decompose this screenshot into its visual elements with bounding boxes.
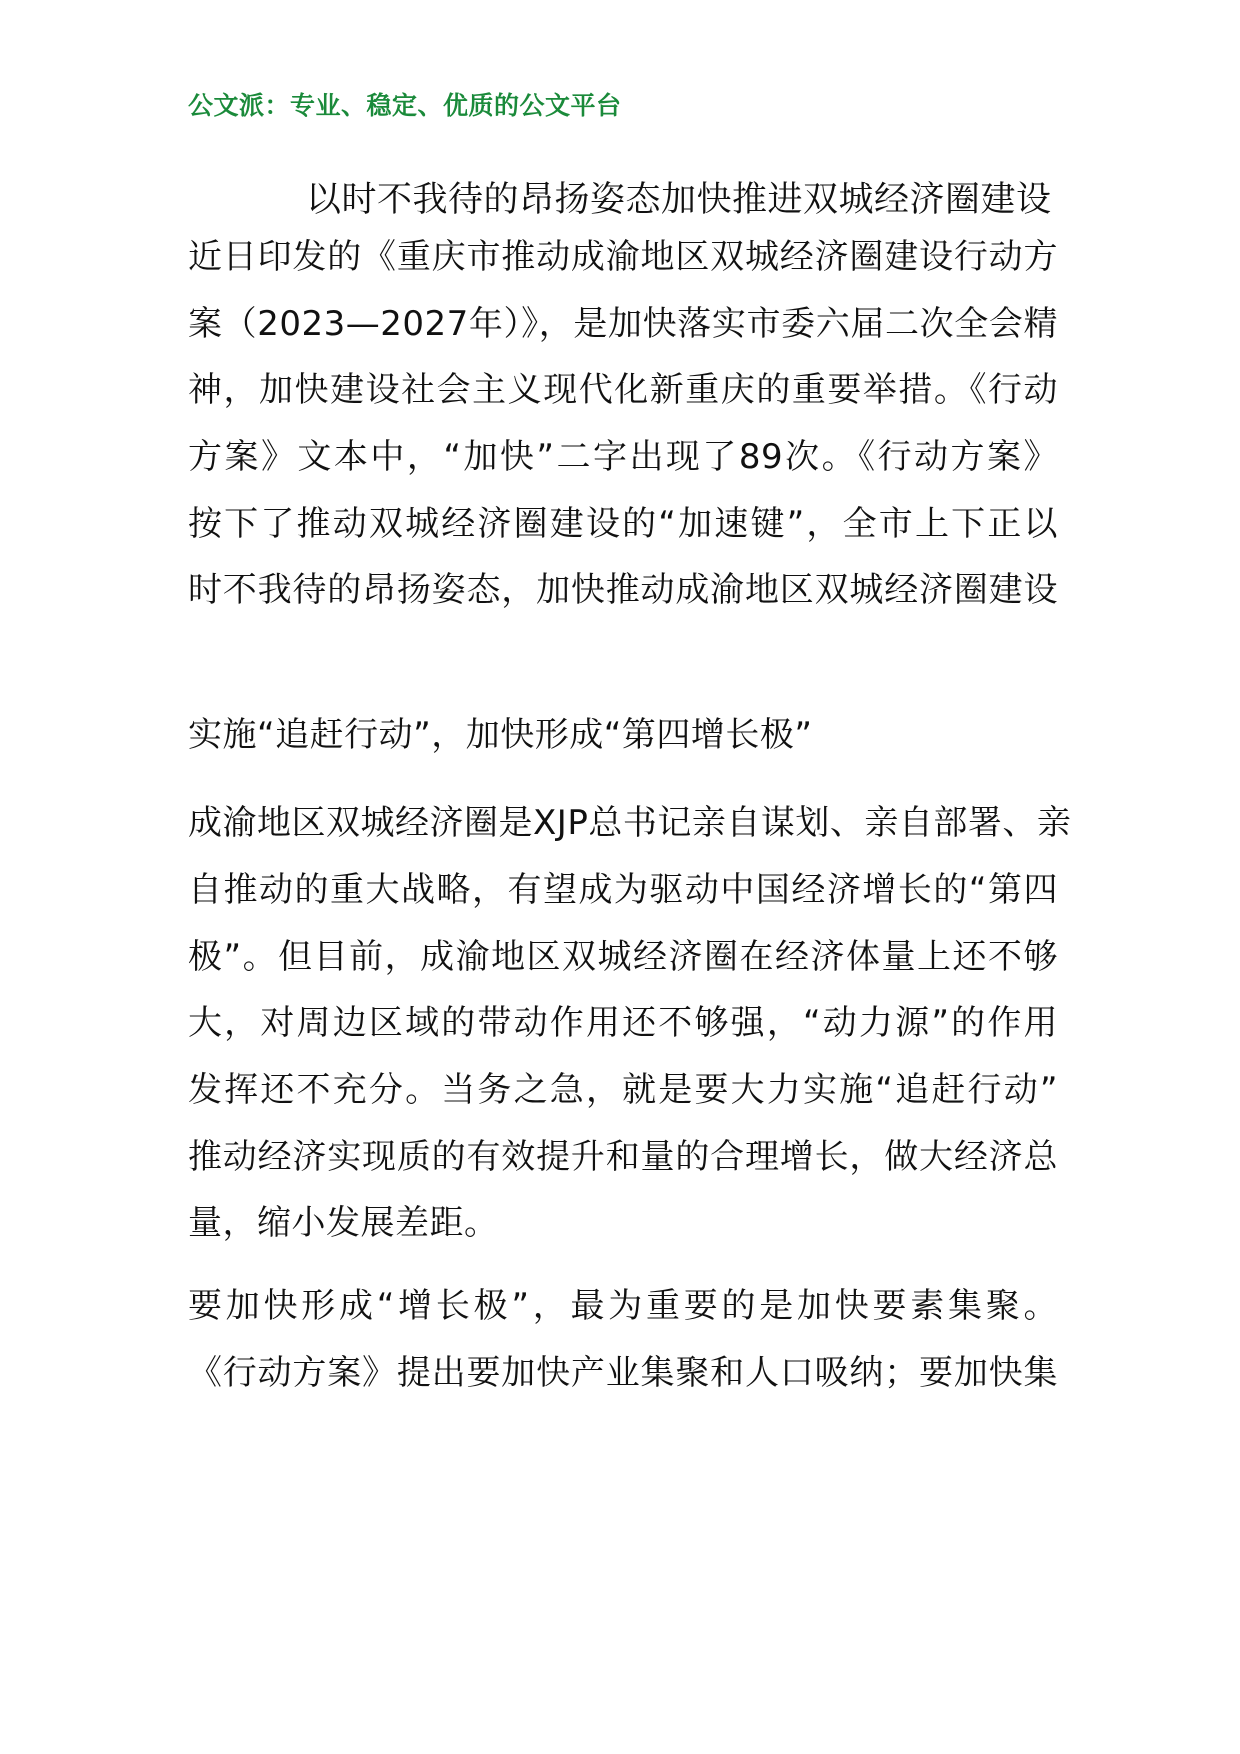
body-line: 时不我待的昂扬姿态，加快推动成渝地区双城经济圈建设 xyxy=(188,570,1058,610)
body-line: 推动经济实现质的有效提升和量的合理增长，做大经济总 xyxy=(188,1137,1058,1177)
body-line: 案（2023—2027年）》，是加快落实市委六届二次全会精 xyxy=(188,304,1058,344)
body-line: 大，对周边区域的带动作用还不够强，“动力源”的作用 xyxy=(188,1003,1058,1043)
body-line: 自推动的重大战略，有望成为驱动中国经济增长的“第四 xyxy=(188,870,1058,910)
section-heading: 实施“追赶行动”，加快形成“第四增长极” xyxy=(188,715,813,755)
body-line: 神，加快建设社会主义现代化新重庆的重要举措。《行动 xyxy=(188,370,1058,410)
body-line: 要加快形成“增长极”，最为重要的是加快要素集聚。 xyxy=(188,1286,1058,1326)
body-line: 极”。但目前，成渝地区双城经济圈在经济体量上还不够 xyxy=(188,937,1058,977)
body-line: 方案》文本中，“加快”二字出现了89次。《行动方案》 xyxy=(188,437,1058,477)
body-line: 成渝地区双城经济圈是XJP总书记亲自谋划、亲自部署、亲 xyxy=(188,803,1072,843)
body-line: 发挥还不充分。当务之急，就是要大力实施“追赶行动” xyxy=(188,1070,1058,1110)
body-line: 量，缩小发展差距。 xyxy=(188,1203,499,1243)
body-line: 按下了推动双城经济圈建设的“加速键”，全市上下正以 xyxy=(188,504,1058,544)
body-line: 近日印发的《重庆市推动成渝地区双城经济圈建设行动方 xyxy=(188,237,1058,277)
article-title: 以时不我待的昂扬姿态加快推进双城经济圈建设 xyxy=(306,180,1052,220)
body-line: 《行动方案》提出要加快产业集聚和人口吸纳；要加快集 xyxy=(188,1353,1058,1393)
header-banner: 公文派：专业、稳定、优质的公文平台 xyxy=(188,91,622,120)
